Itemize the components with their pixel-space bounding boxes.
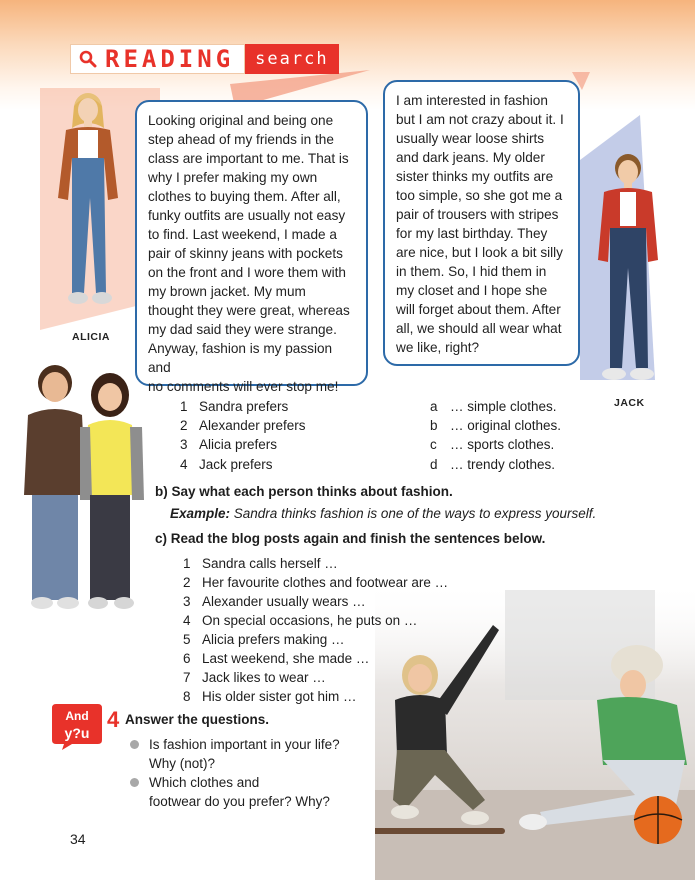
- match-option: [430, 455, 561, 474]
- jack-illustration: [588, 148, 668, 388]
- question-item: [130, 773, 340, 811]
- reading-search-header: [70, 44, 339, 74]
- blog-line: to find. Last weekend, I made a: [148, 227, 337, 242]
- badge-and-text: And: [65, 709, 89, 723]
- blog-line: no comments will ever stop me!: [148, 379, 339, 394]
- item-num: 2: [183, 575, 191, 590]
- question-line: footwear do you prefer? Why?: [149, 794, 330, 809]
- item-num: 4: [183, 613, 191, 628]
- section-title: Answer the questions.: [125, 712, 270, 727]
- match-letter: d: [430, 456, 438, 472]
- item-text: Alexander usually wears …: [202, 594, 366, 609]
- match-num: 4: [180, 456, 188, 472]
- match-text: Jack prefers: [199, 456, 273, 472]
- page-number: 34: [70, 831, 86, 847]
- blog-line: my closet and I hope she: [396, 283, 548, 298]
- blog-line: on the front and I wore them with: [148, 265, 346, 280]
- badge-you-text: y?u: [64, 725, 90, 741]
- sentences-list: [183, 554, 448, 706]
- match-option: [430, 416, 561, 435]
- alicia-blog-post: [135, 100, 368, 394]
- teens-photo: [10, 355, 160, 615]
- jack-blog-post: [383, 80, 580, 366]
- list-item: [183, 630, 448, 649]
- match-item: [180, 435, 306, 454]
- match-text: … original clothes.: [450, 418, 562, 434]
- item-text: Jack likes to wear …: [202, 670, 326, 685]
- blog-line: clothes to buying them. After all,: [148, 189, 341, 204]
- questions-list: [130, 735, 340, 811]
- bullet-icon: [130, 740, 139, 749]
- item-num: 3: [183, 594, 191, 609]
- blog-line: class are important to me. That is: [148, 151, 349, 166]
- blog-line: funky outfits are usually not easy: [148, 208, 346, 223]
- item-text: Alicia prefers making …: [202, 632, 345, 647]
- item-text: His older sister got him …: [202, 689, 357, 704]
- search-icon: [79, 50, 97, 68]
- blog-line: pair of trousers with stripes: [396, 207, 559, 222]
- item-text: Her favourite clothes and footwear are …: [202, 575, 449, 590]
- match-num: 1: [180, 399, 188, 414]
- match-text: Alexander prefers: [199, 418, 306, 434]
- bullet-icon: [130, 778, 139, 787]
- match-letter: c: [430, 437, 437, 453]
- match-text: Alicia prefers: [199, 437, 278, 453]
- blog-line: Looking original and being one: [148, 113, 334, 128]
- match-text: Sandra prefers: [199, 399, 289, 414]
- blog-line: all, we should all wear what: [396, 321, 562, 336]
- jack-label: JACK: [614, 397, 645, 409]
- section-number: 4: [107, 707, 120, 732]
- blog-line: but I am not crazy about it. I: [396, 112, 564, 127]
- list-item: [183, 668, 448, 687]
- blog-line: my dad said they were strange.: [148, 322, 337, 337]
- match-item: [180, 455, 306, 474]
- match-option: [430, 435, 561, 454]
- match-text: … trendy clothes.: [450, 456, 556, 472]
- matching-left: [180, 397, 306, 474]
- question-line: Is fashion important in your life?: [149, 737, 340, 752]
- reading-label-box: [70, 44, 245, 74]
- task-b-example: [170, 506, 596, 521]
- task-c-title: c) Read the blog posts again and finish the sentences below.: [155, 531, 546, 546]
- match-num: 3: [180, 437, 188, 453]
- blog-line: sister thinks my outfits are: [396, 169, 554, 184]
- example-label: Example:: [170, 506, 231, 521]
- and-you-badge: [50, 700, 104, 750]
- blog-line: for my last birthday. They: [396, 226, 548, 241]
- blog-line: usually wear loose shirts: [396, 131, 545, 146]
- match-item: [180, 397, 306, 416]
- item-num: 6: [183, 651, 191, 666]
- item-num: 5: [183, 632, 191, 647]
- match-text: … simple clothes.: [450, 399, 557, 414]
- reading-title: READING: [105, 45, 235, 73]
- match-letter: a: [430, 399, 438, 414]
- item-num: 1: [183, 556, 191, 571]
- item-text: Last weekend, she made …: [202, 651, 370, 666]
- match-text: … sports clothes.: [450, 437, 555, 453]
- blog-line: my brown jacket. My mum: [148, 284, 306, 299]
- blog-line: are nice, but I look a bit silly: [396, 245, 563, 260]
- blog-line: I am interested in fashion: [396, 93, 548, 108]
- list-item: [183, 573, 448, 592]
- blog-line: pair of skinny jeans with pockets: [148, 246, 343, 261]
- list-item: [183, 649, 448, 668]
- blog-line: we like, right?: [396, 340, 480, 355]
- list-item: [183, 592, 448, 611]
- search-badge: search: [245, 44, 338, 74]
- match-option: [430, 397, 561, 416]
- question-line: Why (not)?: [149, 756, 216, 771]
- item-text: Sandra calls herself …: [202, 556, 338, 571]
- blog-line: in them. So, I hid them in: [396, 264, 547, 279]
- item-num: 7: [183, 670, 191, 685]
- list-item: [183, 611, 448, 630]
- match-num: 2: [180, 418, 188, 434]
- blog-line: too simple, so she got me a: [396, 188, 563, 203]
- alicia-label: ALICIA: [72, 331, 110, 343]
- blog-line: Anyway, fashion is my passion and: [148, 341, 333, 375]
- blog-line: step ahead of my friends in the: [148, 132, 334, 147]
- item-num: 8: [183, 689, 191, 704]
- list-item: [183, 554, 448, 573]
- item-text: On special occasions, he puts on …: [202, 613, 418, 628]
- question-line: Which clothes and: [149, 775, 260, 790]
- match-item: [180, 416, 306, 435]
- alicia-illustration: [44, 88, 134, 328]
- task-b-title: b) Say what each person thinks about fashion.: [155, 484, 453, 499]
- blog-line: why I prefer making my own: [148, 170, 318, 185]
- question-item: [130, 735, 340, 773]
- match-letter: b: [430, 418, 438, 434]
- matching-right: [430, 397, 561, 474]
- example-text: Sandra thinks fashion is one of the ways to express yourself.: [230, 506, 597, 521]
- blog-line: thought they were great, whereas: [148, 303, 350, 318]
- blog-line: and dark jeans. My older: [396, 150, 545, 165]
- list-item: [183, 687, 448, 706]
- blog-line: will forget about them. After: [396, 302, 561, 317]
